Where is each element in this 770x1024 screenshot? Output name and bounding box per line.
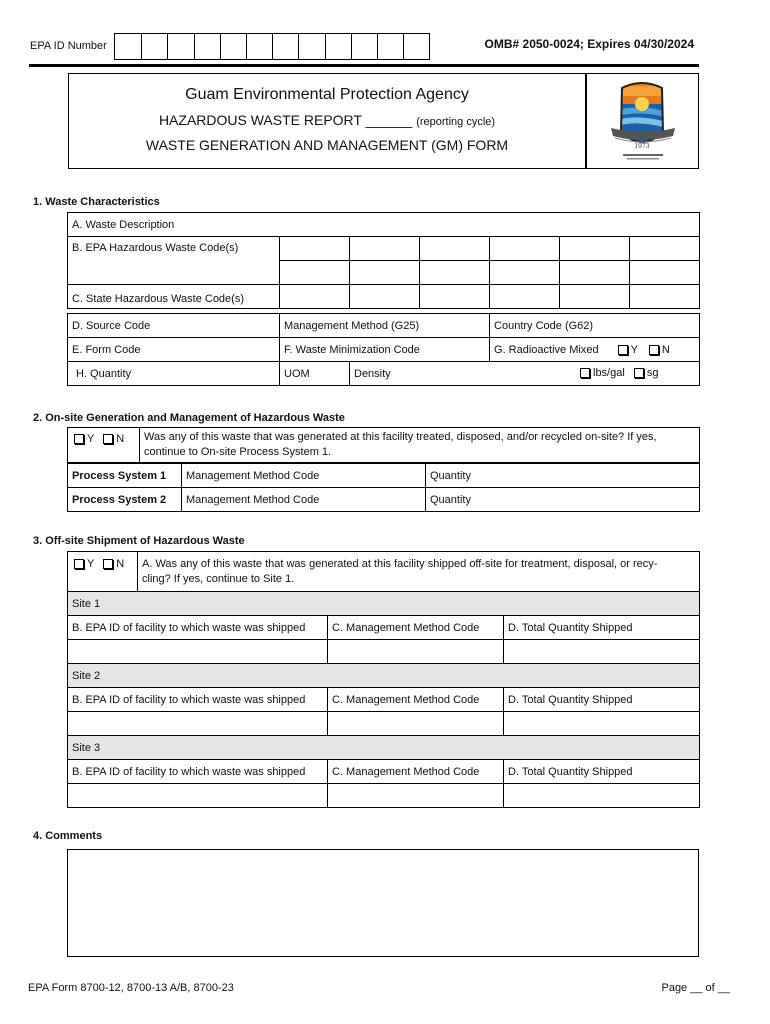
state-code-cell[interactable]: [420, 285, 490, 309]
state-code-cell[interactable]: [560, 285, 630, 309]
site2-method-input[interactable]: [328, 712, 504, 736]
management-method-field[interactable]: Management Method (G25): [280, 314, 490, 338]
state-code-cell[interactable]: [490, 285, 560, 309]
process-system-2-label: Process System 2: [68, 488, 182, 512]
onsite-yn: Y N: [68, 428, 140, 463]
epa-id-input[interactable]: [114, 33, 430, 60]
report-title: HAZARDOUS WASTE REPORT ______ (reporting cycle): [158, 112, 496, 128]
section1-title: 1. Waste Characteristics: [33, 196, 160, 208]
offsite-question: A. Was any of this waste that was generated at this facility shipped off-site for treatment, disposal, or recy- cling? If yes, continue to Site 1.: [138, 552, 700, 592]
logo-box: [586, 73, 699, 169]
waste-minimization-field[interactable]: F. Waste Minimization Code: [280, 338, 490, 362]
density-field[interactable]: Density lbs/gal sg: [350, 362, 700, 386]
epa-code-cell[interactable]: [630, 237, 700, 261]
site3-quantity-label: D. Total Quantity Shipped: [504, 760, 700, 784]
site3-method-label: C. Management Method Code: [328, 760, 504, 784]
form-title: WASTE GENERATION AND MANAGEMENT (GM) FORM: [145, 137, 509, 153]
epa-code-cell[interactable]: [560, 237, 630, 261]
onsite-yes-checkbox[interactable]: [74, 434, 84, 444]
epa-code-cell[interactable]: [420, 237, 490, 261]
site-3-header: Site 3: [68, 736, 700, 760]
epa-code-cell[interactable]: [560, 261, 630, 285]
process-system-table: [67, 463, 700, 512]
header-divider: [29, 64, 699, 67]
epa-code-cell[interactable]: [350, 237, 420, 261]
epa-code-cell[interactable]: [490, 261, 560, 285]
source-code-field[interactable]: D. Source Code: [68, 314, 280, 338]
epa-waste-code-label: B. EPA Hazardous Waste Code(s): [68, 237, 280, 285]
site3-method-input[interactable]: [328, 784, 504, 808]
onsite-question: Was any of this waste that was generated at this facility treated, disposed, and/or recycled on-site? If yes, continue to On-site Process System 1.: [140, 428, 700, 463]
site2-quantity-label: D. Total Quantity Shipped: [504, 688, 700, 712]
section2-title: 2. On-site Generation and Management of Hazardous Waste: [33, 412, 345, 424]
guam-epa-seal-icon: [587, 74, 698, 168]
radioactive-yes-checkbox[interactable]: [618, 345, 628, 355]
epa-code-cell[interactable]: [350, 261, 420, 285]
state-code-cell[interactable]: [630, 285, 700, 309]
site3-epa-id-input[interactable]: [68, 784, 328, 808]
lbs-gal-checkbox[interactable]: [580, 368, 590, 378]
quantity-field[interactable]: H. Quantity: [68, 362, 280, 386]
section3-title: 3. Off-site Shipment of Hazardous Waste: [33, 535, 245, 547]
radioactive-no-checkbox[interactable]: [649, 345, 659, 355]
ps1-method-field[interactable]: Management Method Code: [182, 464, 426, 488]
form-code-field[interactable]: E. Form Code: [68, 338, 280, 362]
state-code-cell[interactable]: [280, 285, 350, 309]
agency-name: Guam Environmental Protection Agency: [185, 86, 469, 103]
site-1-header: Site 1: [68, 592, 700, 616]
site1-epa-id-label: B. EPA ID of facility to which waste was shipped: [68, 616, 328, 640]
section4-title: 4. Comments: [33, 830, 103, 842]
site1-quantity-input[interactable]: [504, 640, 700, 664]
epa-code-cell[interactable]: [420, 261, 490, 285]
comments-textarea[interactable]: [67, 849, 699, 957]
onsite-table: [67, 427, 700, 463]
density-units: lbs/gal sg: [578, 367, 658, 379]
footer-form-number: EPA Form 8700-12, 8700-13 A/B, 8700-23: [28, 982, 234, 994]
site2-epa-id-input[interactable]: [68, 712, 328, 736]
footer-page-number: Page __ of __: [661, 982, 730, 994]
sg-checkbox[interactable]: [634, 368, 644, 378]
ps1-quantity-field[interactable]: Quantity: [426, 464, 700, 488]
country-code-field[interactable]: Country Code (G62): [490, 314, 700, 338]
epa-code-cell[interactable]: [490, 237, 560, 261]
onsite-no-checkbox[interactable]: [103, 434, 113, 444]
site-2-header: Site 2: [68, 664, 700, 688]
site1-quantity-label: D. Total Quantity Shipped: [504, 616, 700, 640]
offsite-yes-checkbox[interactable]: [74, 559, 84, 569]
ps2-method-field[interactable]: Management Method Code: [182, 488, 426, 512]
title-block: [68, 73, 586, 169]
ps2-quantity-field[interactable]: Quantity: [426, 488, 700, 512]
site1-method-label: C. Management Method Code: [328, 616, 504, 640]
epa-code-cell[interactable]: [280, 261, 350, 285]
site3-quantity-input[interactable]: [504, 784, 700, 808]
epa-code-cell[interactable]: [630, 261, 700, 285]
site2-method-label: C. Management Method Code: [328, 688, 504, 712]
seal-year: 1973: [634, 143, 650, 150]
site3-epa-id-label: B. EPA ID of facility to which waste was shipped: [68, 760, 328, 784]
state-code-cell[interactable]: [350, 285, 420, 309]
uom-field[interactable]: UOM: [280, 362, 350, 386]
state-waste-code-label: C. State Hazardous Waste Code(s): [68, 285, 280, 309]
omb-number: OMB# 2050-0024; Expires 04/30/2024: [484, 37, 694, 51]
waste-characteristics-table: [67, 212, 700, 309]
epa-id-label: EPA ID Number: [30, 40, 107, 52]
waste-codes-table: [67, 313, 700, 386]
site1-epa-id-input[interactable]: [68, 640, 328, 664]
radioactive-mixed-field: G. Radioactive Mixed Y N: [490, 338, 700, 362]
process-system-1-label: Process System 1: [68, 464, 182, 488]
site2-quantity-input[interactable]: [504, 712, 700, 736]
epa-code-cell[interactable]: [280, 237, 350, 261]
offsite-yn: Y N: [68, 552, 138, 592]
offsite-no-checkbox[interactable]: [103, 559, 113, 569]
site2-epa-id-label: B. EPA ID of facility to which waste was shipped: [68, 688, 328, 712]
site1-method-input[interactable]: [328, 640, 504, 664]
waste-description-field[interactable]: A. Waste Description: [68, 213, 700, 237]
offsite-table: [67, 551, 700, 808]
